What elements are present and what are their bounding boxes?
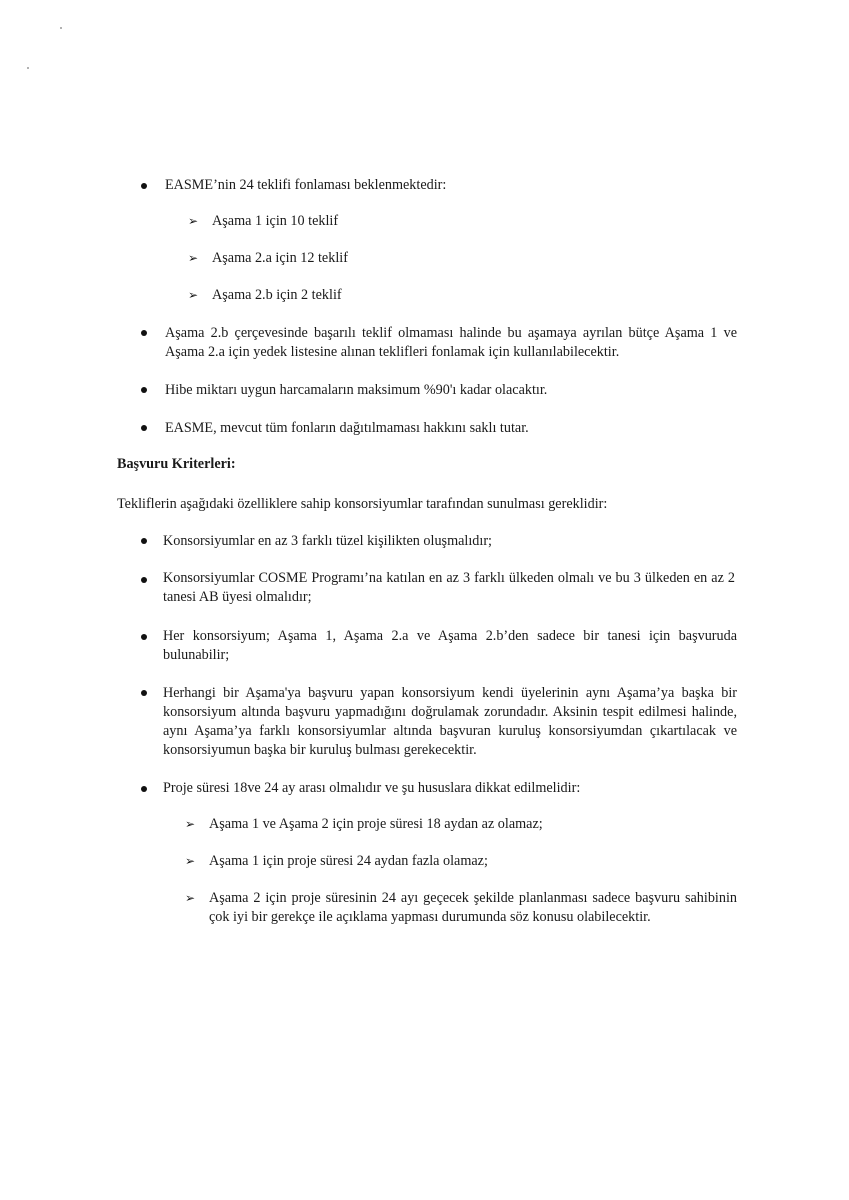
funding-sub-item: Aşama 2.b için 2 teklif — [212, 287, 342, 303]
bullet-dot — [141, 183, 147, 189]
funding-intro: EASME’nin 24 teklifi fonlaması beklenmektedir: — [165, 177, 447, 193]
bullet-dot — [141, 387, 147, 393]
section-heading: Başvuru Kriterleri: — [117, 456, 236, 472]
arrow-bullet-icon: ➢ — [188, 251, 199, 265]
arrow-bullet-icon: ➢ — [185, 854, 196, 868]
duration-sub-item: Aşama 1 ve Aşama 2 için proje süresi 18 aydan az olamaz; — [209, 816, 543, 832]
duration-intro: Proje süresi 18ve 24 ay arası olmalıdır ve şu hususlara dikkat edilmelidir: — [163, 780, 581, 796]
bullet-dot — [141, 425, 147, 431]
scan-speck — [27, 67, 29, 69]
duration-sub-item: Aşama 2 için proje süresinin 24 ayı geçecek şekilde planlanması sadece başvuru sahibinin çok iyi bir gerekçe ile açıklama yapması durumunda söz konusu olabilecektir. — [209, 890, 737, 925]
arrow-bullet-icon: ➢ — [188, 288, 199, 302]
criterion-item: Konsorsiyumlar COSME Programı’na katılan en az 3 farklı ülkeden olmalı ve bu 3 ülkeden en az 2 tanesi AB üyesi olmalıdır; — [163, 570, 735, 605]
arrow-bullet-icon: ➢ — [188, 214, 199, 228]
arrow-bullet-icon: ➢ — [185, 817, 196, 831]
grant-note: Hibe miktarı uygun harcamaların maksimum %90'ı kadar olacaktır. — [165, 382, 548, 398]
bullet-dot — [141, 577, 147, 583]
duration-sub-item: Aşama 1 için proje süresi 24 aydan fazla olamaz; — [209, 853, 488, 869]
scan-speck — [60, 27, 62, 29]
bullet-dot — [141, 634, 147, 640]
budget-note: Aşama 2.b çerçevesinde başarılı teklif olmaması halinde bu aşamaya ayrılan bütçe Aşama 1 ve Aşama 2.a için yedek listesine alınan teklifleri fonlamak için kullanılabilecektir. — [165, 325, 737, 360]
criterion-item: Herhangi bir Aşama'ya başvuru yapan konsorsiyum kendi üyelerinin aynı Aşama’ya başka bir konsorsiyum altında başvuru yapmadığını doğrulamak zorundadır. Aksinin tespit edilmesi halinde, aynı Aşama’ya farklı konsorsiyumlar altında başvuran kuruluş konsorsiyumdan çıkartılacak ve konsorsiyumun başka bir kuruluş bulması gerekecektir. — [163, 685, 737, 758]
bullet-dot — [141, 538, 147, 544]
funding-sub-item: Aşama 2.a için 12 teklif — [212, 250, 348, 266]
bullet-dot — [141, 330, 147, 336]
bullet-dot — [141, 786, 147, 792]
criteria-lead: Tekliflerin aşağıdaki özelliklere sahip konsorsiyumlar tarafından sunulması gereklidir: — [117, 496, 608, 512]
fund-rights-note: EASME, mevcut tüm fonların dağıtılmaması hakkını saklı tutar. — [165, 420, 529, 436]
funding-sub-item: Aşama 1 için 10 teklif — [212, 213, 339, 229]
criterion-item: Konsorsiyumlar en az 3 farklı tüzel kişilikten oluşmalıdır; — [163, 533, 493, 549]
bullet-dot — [141, 690, 147, 696]
arrow-bullet-icon: ➢ — [185, 891, 196, 905]
criterion-item: Her konsorsiyum; Aşama 1, Aşama 2.a ve Aşama 2.b’den sadece bir tanesi için başvuruda bulunabilir; — [163, 628, 737, 663]
